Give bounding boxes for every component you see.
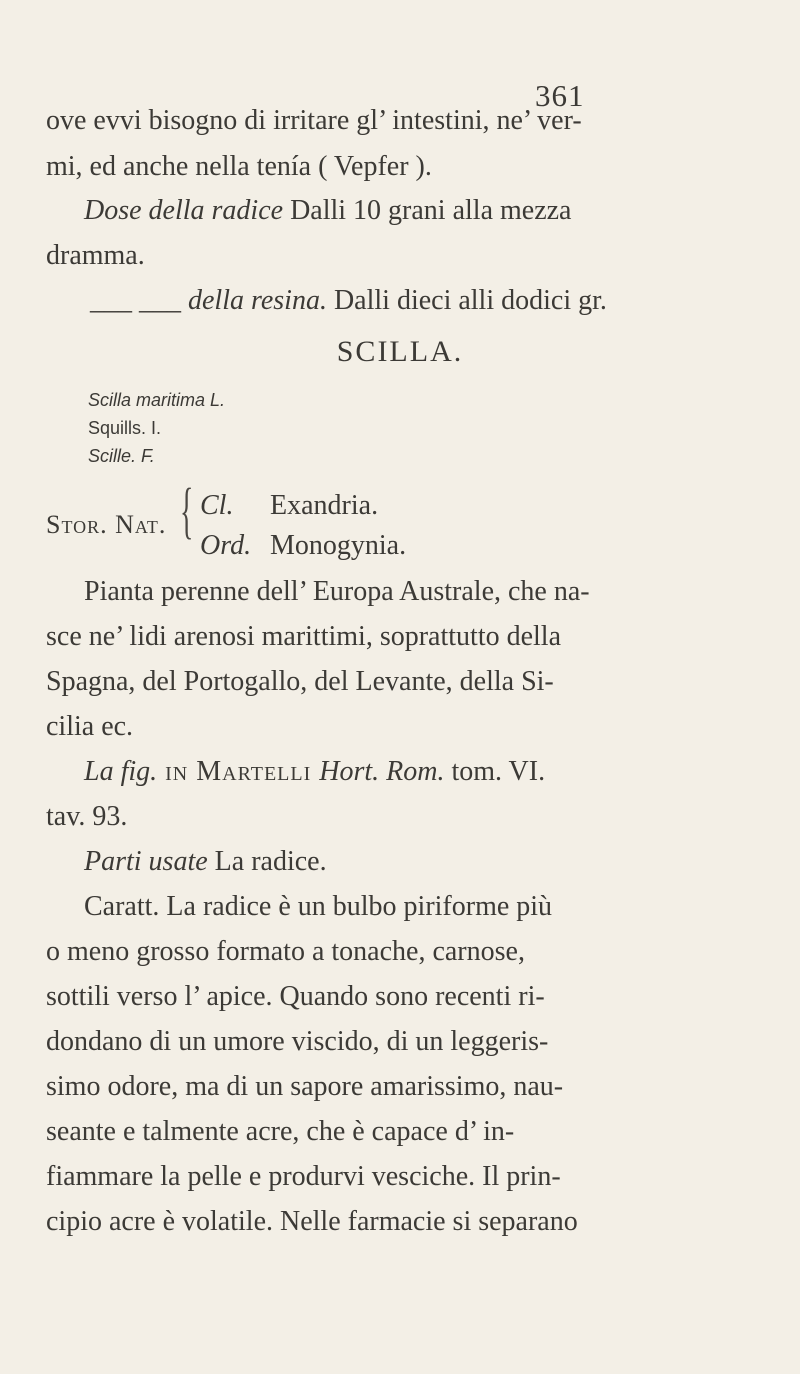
caratt-line-5: simo odore, ma di un sapore amarissimo, nau-	[46, 1071, 564, 1102]
caratt-line-3: sottili verso l’ apice. Quando sono recenti ri-	[46, 981, 545, 1012]
synonym-latin: Scilla maritima L.	[88, 390, 226, 410]
caratt-line-2: o meno grosso formato a tonache, carnose,	[46, 936, 525, 967]
synonym-french: Scille. F.	[88, 446, 155, 466]
figura-work: Hort. Rom.	[319, 756, 445, 787]
figura-text: in Martelli	[157, 756, 320, 787]
parti-label: Parti usate	[84, 846, 208, 877]
class-label: Cl.	[200, 490, 234, 521]
caratt-line-1: Caratt. La radice è un bulbo piriforme più	[84, 891, 553, 922]
class-value: Exandria.	[270, 490, 379, 521]
body-line-4: cilia ec.	[46, 711, 134, 742]
figura-line	[84, 755, 784, 789]
page-number: 361	[535, 78, 585, 113]
caratt-line-4: dondano di un umore viscido, di un leggeris-	[46, 1026, 549, 1057]
synonym-english: Squills. I.	[88, 418, 162, 438]
classification-brace: {	[180, 477, 194, 545]
dose-resina-dash: ___ ___	[90, 285, 181, 316]
classification-order	[200, 530, 406, 562]
caratt-line-6: seante e talmente acre, che è capace d’ in-	[46, 1116, 515, 1147]
order-value: Monogynia.	[270, 530, 407, 561]
body-line-1: Pianta perenne dell’ Europa Australe, che na-	[84, 576, 590, 607]
classification-class	[200, 490, 378, 522]
dose-resina-text: Dalli dieci alli dodici gr.	[326, 285, 607, 316]
tav-line: tav. 93.	[46, 801, 128, 832]
storia-naturale-label: Stor. Nat.	[46, 510, 167, 539]
parti-text: La radice.	[207, 846, 327, 877]
figura-text2: tom. VI.	[444, 756, 546, 787]
dose-radice-text: Dalli 10 grani alla mezza	[283, 195, 572, 226]
dose-radice-line	[84, 194, 784, 228]
dose-radice-label: Dose della radice	[84, 195, 284, 226]
dose-resina-line	[90, 284, 790, 318]
section-title: SCILLA.	[336, 335, 464, 368]
figura-label: La fig.	[84, 756, 158, 787]
body-line-3: Spagna, del Portogallo, del Levante, della Si-	[46, 666, 554, 697]
caratt-line-8: cipio acre è volatile. Nelle farmacie si separano	[46, 1206, 578, 1237]
text-line-2: mi, ed anche nella tenía ( Vepfer ).	[46, 151, 432, 182]
dramma-line: dramma.	[46, 240, 145, 271]
caratt-line-7: fiammare la pelle e produrvi vesciche. Il prin-	[46, 1161, 561, 1192]
parti-line	[84, 845, 784, 879]
order-label: Ord.	[200, 530, 252, 561]
text-line-1: ove evvi bisogno di irritare gl’ intestini, ne’ ver-	[46, 105, 582, 136]
dose-resina-label: della resina.	[188, 285, 327, 316]
body-line-2: sce ne’ lidi arenosi marittimi, soprattutto della	[46, 621, 562, 652]
